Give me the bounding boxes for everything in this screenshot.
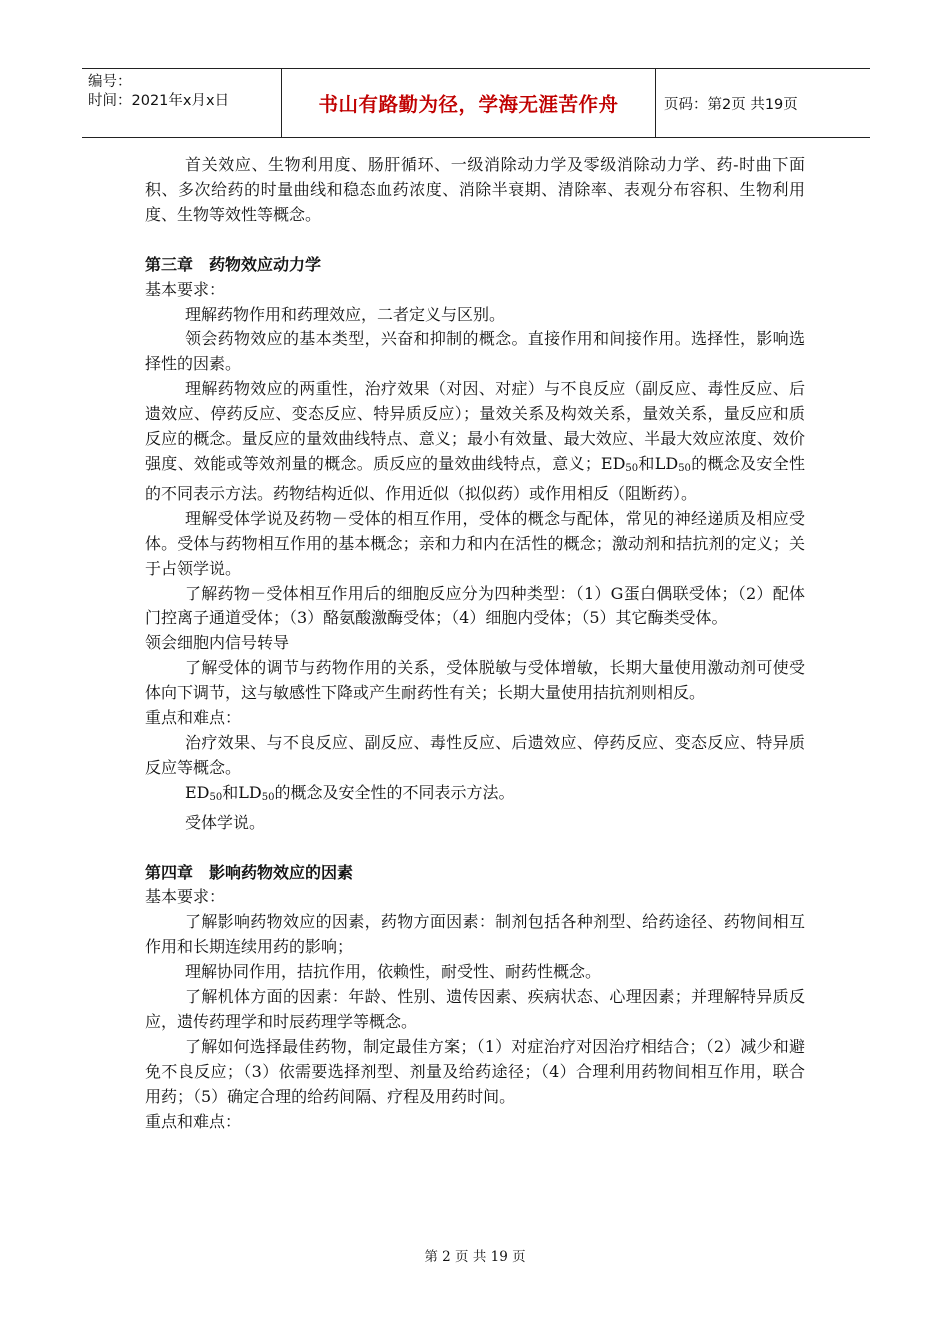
number-label: 编号： — [88, 74, 132, 90]
chapter3-key-item: 治疗效果、与不良反应、副反应、毒性反应、后遗效应、停药反应、变态反应、特异质反应等概念。 — [145, 732, 805, 777]
chapter3-title: 第三章 药物效应动力学 — [145, 254, 322, 274]
chapter3-paragraph: 了解受体的调节与药物作用的关系，受体脱敏与受体增敏，长期大量使用激动剂可使受体向下调节，这与敏感性下降或产生耐药性有关；长期大量使用拮抗剂则相反。 — [145, 658, 805, 703]
chapter3-key-item: 受体学说。 — [185, 812, 266, 832]
chapter3-key-item: $ED_{50}$和$LD_{50}$的概念及安全性的不同表示方法。 — [185, 782, 515, 803]
chapter4-title: 第四章 影响药物效应的因素 — [145, 862, 354, 882]
chapter4-paragraph: 了解影响药物效应的因素，药物方面因素：制剂包括各种剂型、给药途径、药物间相互作用和长期连续用药的影响； — [145, 912, 805, 957]
time-label: 时间：2021年x月x日 — [88, 93, 230, 109]
chapter3-basic-label: 基本要求： — [145, 279, 226, 299]
chapter3-paragraph: 领会细胞内信号转导 — [145, 633, 290, 653]
chapter3-paragraph: 了解药物－受体相互作用后的细胞反应分为四种类型：（1）G蛋白偶联受体；（2）配体门控离子通道受体；（3）酪氨酸激酶受体；（4）细胞内受体；（5）其它酶类受体。 — [145, 583, 805, 628]
page-header — [82, 68, 870, 138]
header-meta — [82, 69, 282, 137]
chapter4-key-label: 重点和难点： — [145, 1111, 242, 1131]
chapter4-paragraph: 理解协同作用，拮抗作用，依赖性，耐受性、耐药性概念。 — [185, 962, 602, 982]
chapter3-paragraph: 理解药物效应的两重性，治疗效果（对因、对症）与不良反应（副反应、毒性反应、后遗效应、停药反应、变态反应、特异质反应）；量效关系及构效关系，量效关系，量反应和质反应的概念。量反应的量效曲线特点、意义；最小有效量、最大效应、半最大效应浓度、效价强度、效能或等效剂量的概念。质反应的量效曲线特点，意义；$ED_{50}$和$LD_{50}$的概念及安全性的不同表示方法。药物结构近似、作用近似（拟似药）或作用相反（阻断药）。 — [145, 379, 805, 503]
chapter3-key-label: 重点和难点： — [145, 708, 242, 728]
chapter3-paragraph: 理解受体学说及药物－受体的相互作用，受体的概念与配体，常见的神经递质及相应受体。受体与药物相互作用的基本概念；亲和力和内在活性的概念；激动剂和拮抗剂的定义；关于占领学说。 — [145, 508, 805, 578]
intro-paragraph: 首关效应、生物利用度、肠肝循环、一级消除动力学及零级消除动力学、药-时曲下面积、多次给药的时量曲线和稳态血药浓度、消除半衰期、清除率、表观分布容积、生物利用度、生物等效性等概念。 — [145, 155, 805, 224]
chapter4-basic-label: 基本要求： — [145, 887, 226, 907]
chapter4-paragraph: 了解机体方面的因素：年龄、性别、遗传因素、疾病状态、心理因素；并理解特异质反应，遗传药理学和时辰药理学等概念。 — [145, 987, 805, 1031]
header-motto: 书山有路勤为径，学海无涯苦作舟 — [282, 69, 656, 137]
document-body — [145, 153, 805, 1135]
header-page-label: 页码：第2页 共19页 — [664, 96, 798, 113]
chapter3-paragraph: 理解药物作用和药理效应，二者定义与区别。 — [185, 304, 506, 324]
page-footer: 第 2 页 共 19 页 — [424, 1249, 526, 1265]
chapter4-paragraph: 了解如何选择最佳药物，制定最佳方案；（1）对症治疗对因治疗相结合；（2）减少和避免不良反应；（3）依需要选择剂型、剂量及给药途径；（4）合理利用药物间相互作用，联合用药；（5）确定合理的给药间隔、疗程及用药时间。 — [145, 1036, 805, 1106]
chapter3-paragraph: 领会药物效应的基本类型，兴奋和抑制的概念。直接作用和间接作用。选择性，影响选择性的因素。 — [145, 329, 805, 374]
